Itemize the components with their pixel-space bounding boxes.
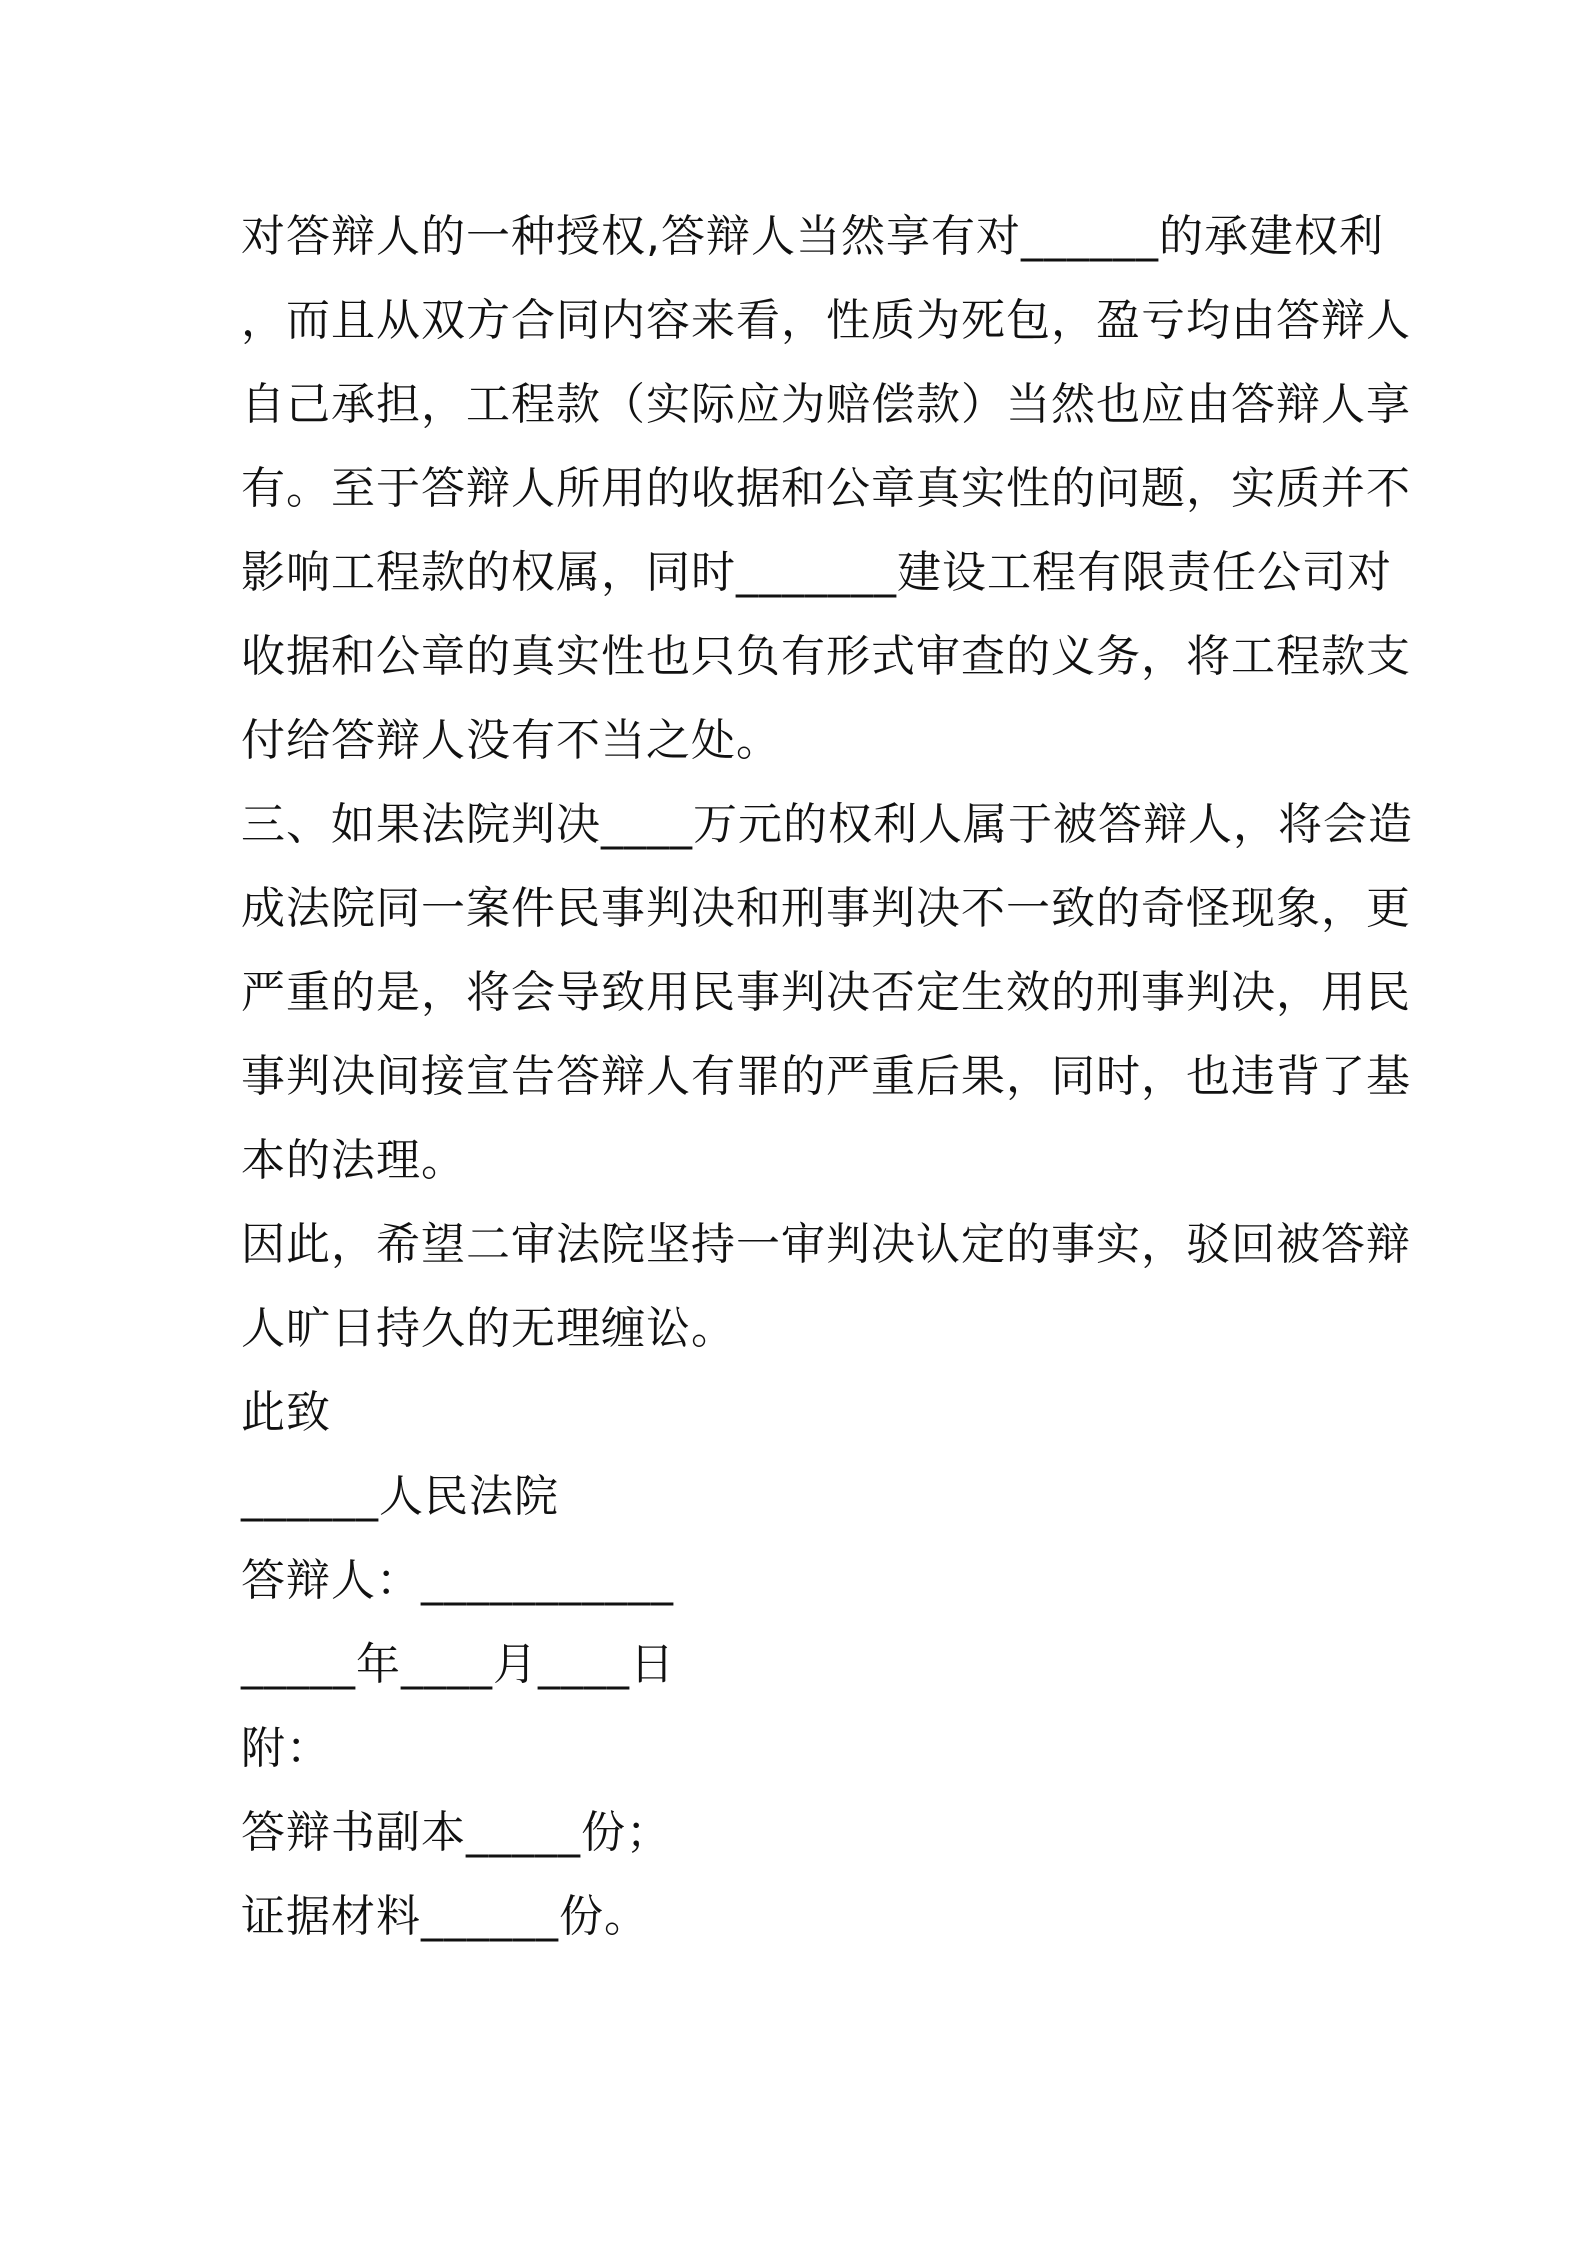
closing-block [241, 1371, 1361, 1959]
court-name: ______人民法院 [241, 1471, 559, 1522]
text-line: 事判决间接宣告答辩人有罪的严重后果，同时，也违背了基 [241, 1051, 1411, 1102]
text-line: 本的法理。 [241, 1135, 466, 1186]
text-line: ，而且从双方合同内容来看，性质为死包，盈亏均由答辩人 [241, 295, 1411, 346]
text-line: 三、如果法院判决____万元的权利人属于被答辩人，将会造 [241, 799, 1413, 850]
text-line: 自己承担，工程款（实际应为赔偿款）当然也应由答辩人享 [241, 379, 1411, 430]
text-line: 收据和公章的真实性也只负有形式审查的义务，将工程款支 [241, 631, 1411, 682]
text-line: 有。至于答辩人所用的收据和公章真实性的问题，实质并不 [241, 463, 1411, 514]
respondent-signature-line: 答辩人：___________ [241, 1555, 674, 1606]
attachment-evidence: 证据材料______份。 [241, 1891, 649, 1942]
text-line: 人旷日持久的无理缠讼。 [241, 1303, 736, 1354]
text-line: 严重的是，将会导致用民事判决否定生效的刑事判决，用民 [241, 967, 1411, 1018]
text-line: 因此，希望二审法院坚持一审判决认定的事实，驳回被答辩 [241, 1219, 1411, 1270]
attachment-copies: 答辩书副本_____份； [241, 1807, 671, 1858]
attachment-heading: 附： [241, 1723, 331, 1774]
text-line: 对答辩人的一种授权,答辩人当然享有对______的承建权利 [241, 211, 1384, 262]
text-line: 影响工程款的权属，同时_______建设工程有限责任公司对 [241, 547, 1392, 598]
date-line: _____年____月____日 [241, 1639, 675, 1690]
paragraph-conclusion [241, 1203, 1411, 1371]
salutation: 此致 [241, 1387, 331, 1438]
text-line: 付给答辩人没有不当之处。 [241, 715, 781, 766]
document-body [241, 195, 1413, 1959]
paragraph-three [241, 783, 1413, 1203]
paragraph-continued [241, 195, 1411, 783]
text-line: 成法院同一案件民事判决和刑事判决不一致的奇怪现象，更 [241, 883, 1411, 934]
